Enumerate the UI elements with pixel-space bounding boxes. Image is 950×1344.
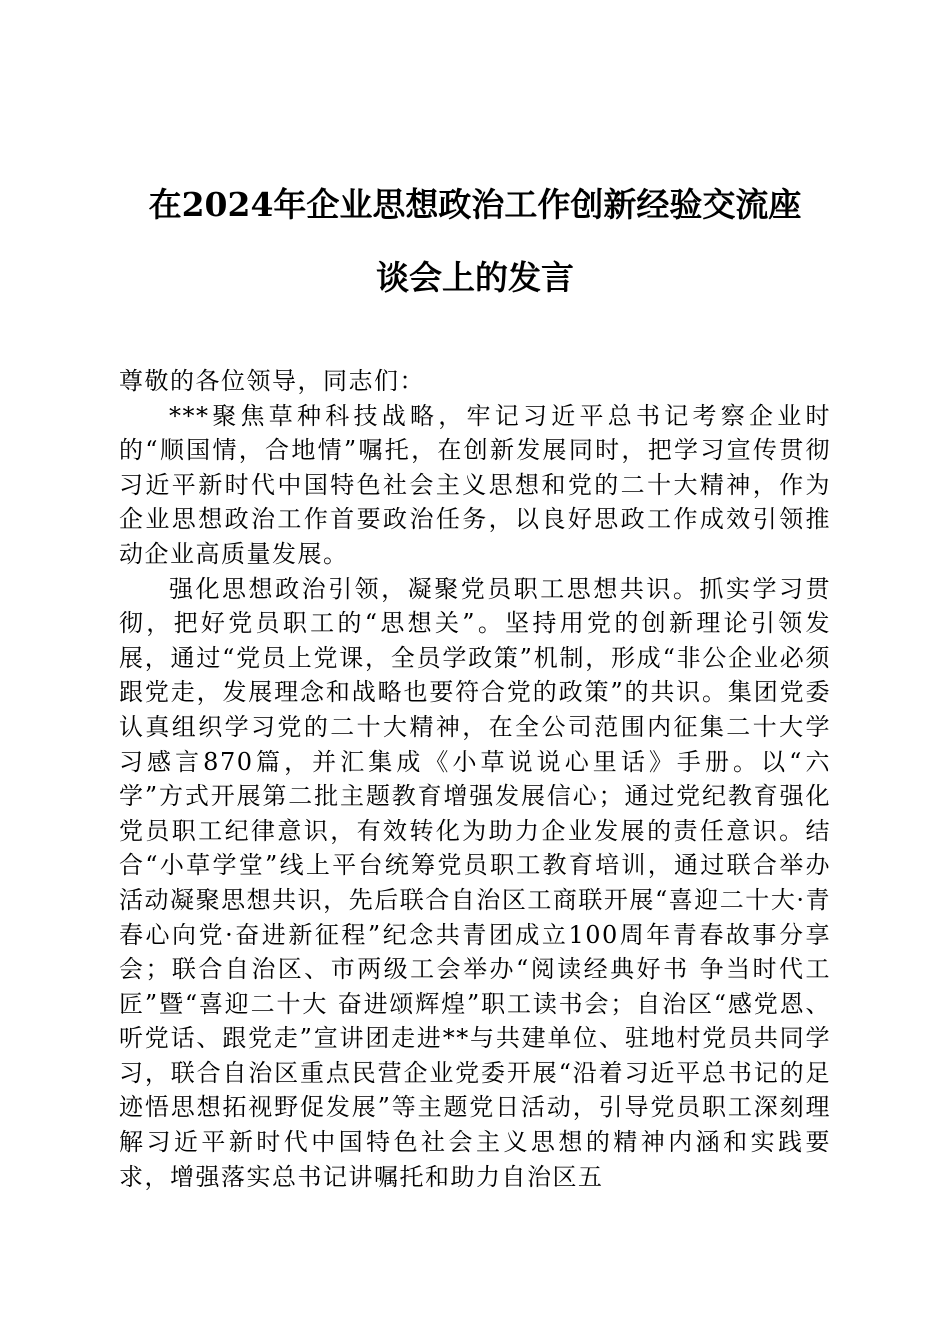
document-body [119, 364, 831, 1194]
title-line-1: 在2024年企业思想政治工作创新经验交流座 [148, 185, 802, 224]
document-title [100, 168, 850, 314]
title-line-2: 谈会上的发言 [376, 258, 574, 297]
salutation: 尊敬的各位领导，同志们： [119, 367, 425, 395]
paragraph-intro: ***聚焦草种科技战略，牢记习近平总书记考察企业时的“顺国情，合地情”嘱托，在创新发展同时，把学习宣传贯彻习近平新时代中国特色社会主义思想和党的二十大精神，作为企业思想政治工作首要政治任务，以良好思政工作成效引领推动企业高质量发展。 [119, 401, 831, 568]
paragraph-ideological-guidance: 强化思想政治引领，凝聚党员职工思想共识。抓实学习贯彻，把好党员职工的“思想关”。坚持用党的创新理论引领发展，通过“党员上党课，全员学政策”机制，形成“非公企业必须跟党走，发展理念和战略也要符合党的政策”的共识。集团党委认真组织学习党的二十大精神，在全公司范围内征集二十大学习感言870篇，并汇集成《小草说说心里话》手册。以“六学”方式开展第二批主题教育增强发展信心；通过党纪教育强化党员职工纪律意识，有效转化为助力企业发展的责任意识。结合“小草学堂”线上平台统筹党员职工教育培训，通过联合举办活动凝聚思想共识，先后联合自治区工商联开展“喜迎二十大·青春心向党·奋进新征程”纪念共青团成立100周年青春故事分享会；联合自治区、市两级工会举办“阅读经典好书 争当时代工匠”暨“喜迎二十大 奋进颂辉煌”职工读书会；自治区“感党恩、听党话、跟党走”宣讲团走进**与共建单位、驻地村党员共同学习，联合自治区重点民营企业党委开展“沿着习近平总书记的足迹悟思想拓视野促发展”等主题党日活动，引导党员职工深刻理解习近平新时代中国特色社会主义思想的精神内涵和实践要求，增强落实总书记讲嘱托和助力自治区五 [119, 574, 831, 1191]
